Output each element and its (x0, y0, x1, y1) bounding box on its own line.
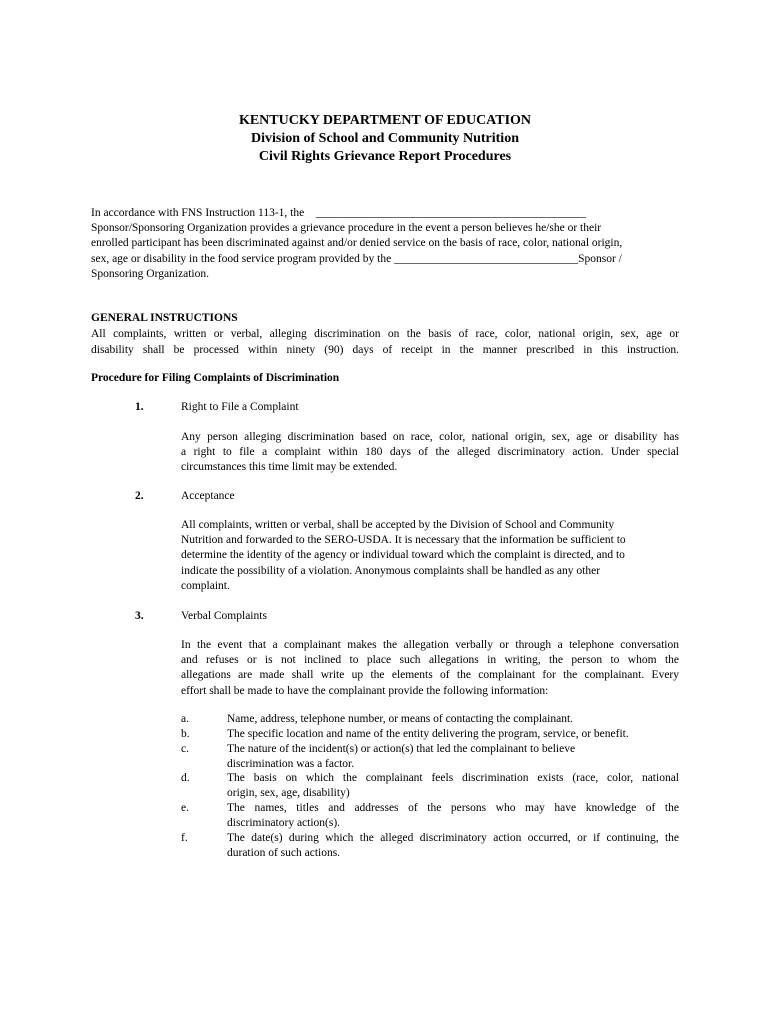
intro-line: In accordance with FNS Instruction 113-1, the _______________________________________________ (91, 207, 586, 219)
list-item (227, 801, 679, 831)
list-item-line: duration of such actions. (227, 847, 341, 860)
intro-paragraph (91, 206, 691, 282)
section-line: indicate the possibility of a violation. Anonymous complaints shall be handled as any other (181, 564, 601, 577)
list-item-line: The names, titles and addresses of the persons who may have knowledge of the (227, 802, 679, 814)
list-item-line: The nature of the incident(s) or action(s) that led the complainant to believe (227, 743, 576, 755)
section-line: complaint. (181, 579, 230, 592)
section-number: 3. (135, 610, 144, 622)
document-header (0, 112, 770, 166)
section-line: allegations are made shall write up the elements of the complainant for the complainant. Every (181, 669, 679, 682)
general-line: All complaints, written or verbal, alleging discrimination on the basis of race, color, national origin, sex, age or (91, 328, 679, 340)
list-item-line: The date(s) during which the alleged discriminatory action occurred, or if continuing, the (227, 832, 679, 844)
general-instructions-body (91, 326, 679, 358)
list-item-line: discriminatory action(s). (227, 817, 341, 830)
division-title: Division of School and Community Nutrition (251, 131, 519, 146)
list-item-line: origin, sex, age, disability) (227, 787, 350, 800)
list-item (227, 727, 679, 742)
list-item-letter: c. (181, 743, 189, 755)
section-line: In the event that a complainant makes the allegation verbally or through a telephone conversation (181, 639, 679, 651)
intro-line: enrolled participant has been discriminated against and/or denied service on the basis of race, color, national origin, (91, 237, 623, 250)
list-item-letter: b. (181, 728, 190, 740)
section-body (181, 518, 679, 594)
list-item-letter: d. (181, 772, 190, 784)
list-item-line: discrimination was a factor. (227, 758, 355, 771)
section-line: All complaints, written or verbal, shall be accepted by the Division of School and Community (181, 519, 615, 531)
section-line: and refuses or is not inclined to place such allegations in writing, the person to whom the (181, 654, 679, 667)
department-title: KENTUCKY DEPARTMENT OF EDUCATION (238, 113, 532, 128)
section-number: 2. (135, 490, 144, 502)
list-item-line: The specific location and name of the entity delivering the program, service, or benefit. (227, 728, 629, 740)
list-item-letter: a. (181, 713, 189, 725)
section-line: Any person alleging discrimination based on race, color, national origin, sex, age or disability has (181, 431, 679, 443)
section-line: Nutrition and forwarded to the SERO-USDA. It is necessary that the information be sufficient to (181, 534, 626, 547)
section-line: a right to file a complaint within 180 days of the alleged discriminatory action. Under special (181, 446, 679, 459)
section-body (181, 638, 679, 699)
list-item-letter: f. (181, 832, 188, 844)
intro-line: Sponsoring Organization. (91, 267, 209, 280)
section-title: Verbal Complaints (181, 610, 267, 622)
section-line: circumstances this time limit may be extended. (181, 461, 398, 474)
section-line: effort shall be made to have the complainant provide the following information: (181, 684, 549, 697)
intro-line: Sponsor/Sponsoring Organization provides a grievance procedure in the event a person believes he/she or their (91, 222, 602, 235)
list-item (227, 831, 679, 861)
section-line: determine the identity of the agency or individual toward which the complaint is directed, and to (181, 549, 625, 562)
section-title: Right to File a Complaint (181, 401, 299, 413)
procedure-heading: Procedure for Filing Complaints of Discrimination (91, 372, 340, 384)
general-instructions-heading: GENERAL INSTRUCTIONS (91, 312, 238, 324)
section-title: Acceptance (181, 490, 235, 502)
list-item (227, 742, 679, 772)
list-item-letter: e. (181, 802, 189, 814)
general-line: disability shall be processed within ninety (90) days of receipt in the manner prescribed in this instruction. (91, 344, 679, 356)
list-item (227, 712, 679, 727)
list-item-line: The basis on which the complainant feels discrimination exists (race, color, national (227, 772, 679, 784)
list-item-line: Name, address, telephone number, or means of contacting the complainant. (227, 713, 574, 725)
intro-line: sex, age or disability in the food service program provided by the ________________________________Sponsor / (91, 252, 622, 265)
section-number: 1. (135, 401, 144, 413)
document-title: Civil Rights Grievance Report Procedures (258, 149, 512, 164)
list-item (227, 771, 679, 801)
section-body (181, 430, 679, 476)
